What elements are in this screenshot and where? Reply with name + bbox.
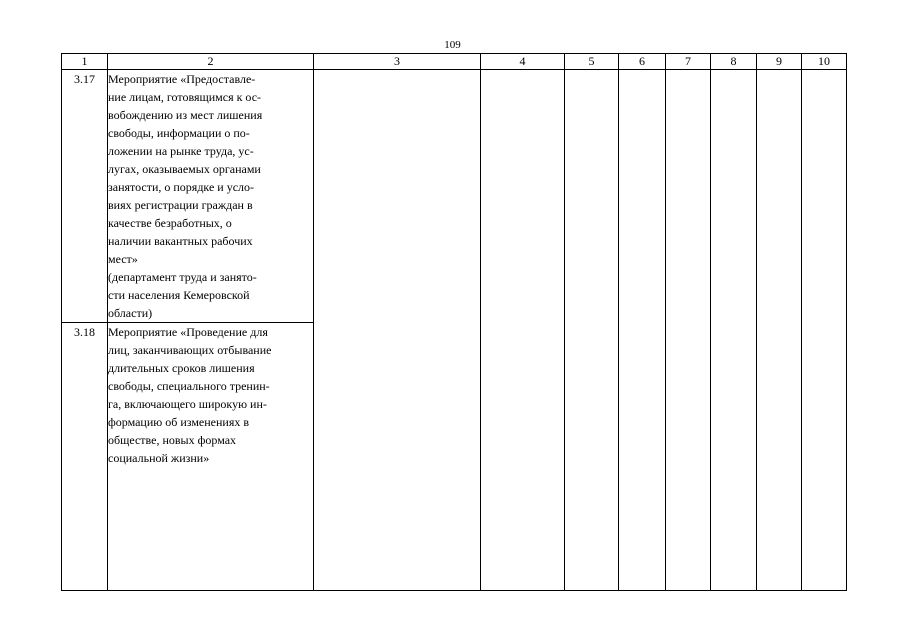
column-header: 5 [565, 54, 619, 70]
description-line: свободы, информации о по- [108, 126, 250, 140]
description-line: сти населения Кемеровской [108, 288, 250, 302]
column-header: 9 [757, 54, 802, 70]
cell-col-9 [757, 70, 802, 591]
description-line: мест» [108, 252, 138, 266]
column-header: 8 [711, 54, 757, 70]
description-line: свободы, специального тренин- [108, 379, 270, 393]
description-line: качестве безработных, о [108, 216, 232, 230]
description-line: формацию об изменениях в [108, 415, 250, 429]
column-header: 4 [481, 54, 565, 70]
cell-col-4 [481, 70, 565, 591]
description-line: занятости, о порядке и усло- [108, 180, 255, 194]
header-row [62, 54, 847, 70]
cell-col-7 [666, 70, 711, 591]
cell-col-8 [711, 70, 757, 591]
description-line: виях регистрации граждан в [108, 198, 253, 212]
measure-description [108, 323, 314, 591]
description-line: области) [108, 306, 153, 320]
description-line: лугах, оказываемых органами [108, 162, 261, 176]
description-line: социальной жизни» [108, 451, 210, 465]
cell-col-5 [565, 70, 619, 591]
description-line: наличии вакантных рабочих [108, 234, 253, 248]
description-line: вобождению из мест лишения [108, 108, 263, 122]
cell-col-6 [619, 70, 666, 591]
column-header: 10 [802, 54, 847, 70]
description-line: обществе, новых формах [108, 433, 237, 447]
page-number: 109 [444, 39, 461, 51]
description-line: га, включающего широкую ин- [108, 397, 267, 411]
column-header: 7 [666, 54, 711, 70]
column-header: 2 [108, 54, 314, 70]
column-header: 6 [619, 54, 666, 70]
description-line: (департамент труда и занято- [108, 270, 257, 284]
description-line: Мероприятие «Проведение для [108, 325, 268, 339]
table-row [62, 70, 847, 323]
cell-col-3 [314, 70, 481, 591]
description-line: ние лицам, готовящимся к ос- [108, 90, 262, 104]
column-header: 1 [62, 54, 108, 70]
measure-description [108, 70, 314, 323]
cell-col-10 [802, 70, 847, 591]
row-number: 3.18 [62, 323, 108, 591]
description-line: Мероприятие «Предоставле- [108, 72, 256, 86]
measures-table [61, 53, 847, 591]
description-line: длительных сроков лишения [108, 361, 255, 375]
row-number: 3.17 [62, 70, 108, 323]
description-line: лиц, заканчивающих отбывание [108, 343, 272, 357]
description-line: ложении на рынке труда, ус- [108, 144, 254, 158]
column-header: 3 [314, 54, 481, 70]
